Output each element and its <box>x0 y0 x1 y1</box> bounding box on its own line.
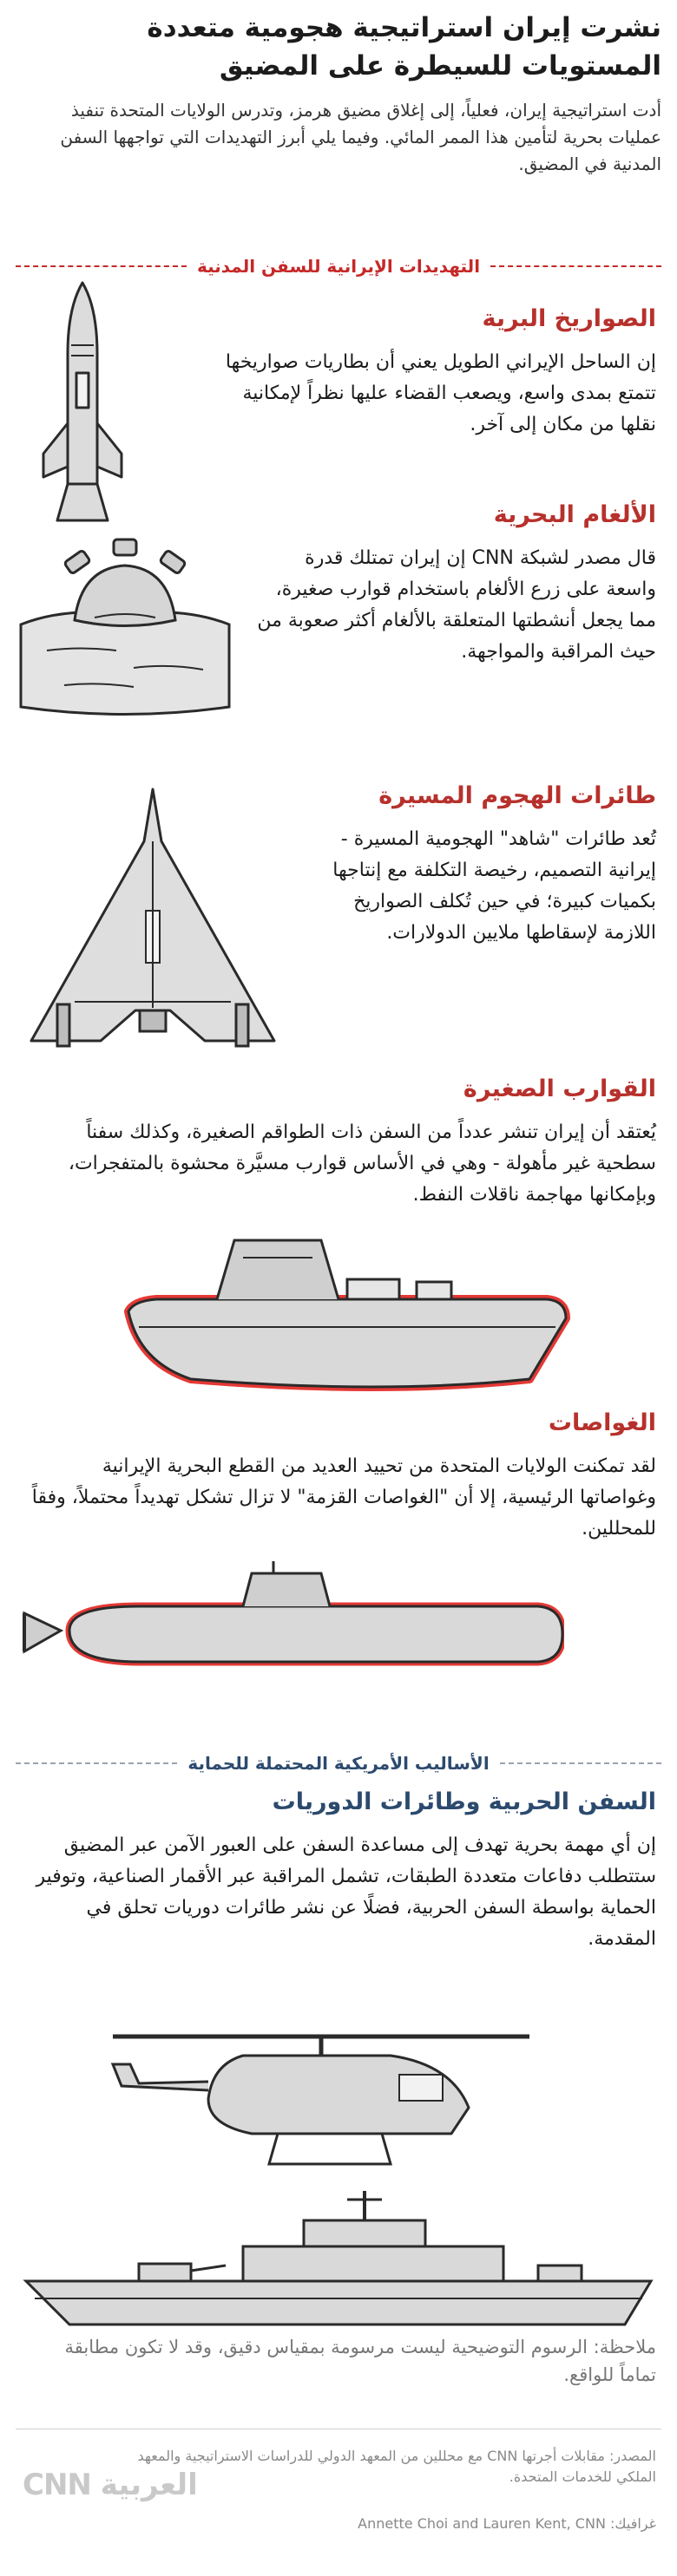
submarines-text: لقد تمكنت الولايات المتحدة من تحييد العديد من القطع البحرية الإيرانية وغواصاتها الرئيسية، إلا أن "الغواصات القزمة" لا تزال تشكل تهديداً محتملاً، وفقاً للمحللين. <box>31 1455 656 1540</box>
sources: المصدر: مقابلات أجرتها CNN مع محللين من المعهد الدولي للدراسات الاستراتيجية والمعهد الملكي للخدمات المتحدة. <box>137 2448 656 2485</box>
submarines-title: الغواصات <box>548 1409 656 1436</box>
divider <box>490 265 661 267</box>
submarine-icon <box>17 1561 564 1683</box>
missiles-text: إن الساحل الإيراني الطويل يعني أن بطاريات صواريخها تتمتع بمدى واسع، ويصعب القضاء عليها نظراً لإمكانية نقلها من مكان إلى آخر. <box>225 351 656 435</box>
divider <box>500 1762 661 1764</box>
speedboat-icon <box>122 1232 573 1396</box>
cnn-arabic-logo: CNN العربية <box>23 2468 198 2502</box>
page-title: نشرت إيران استراتيجية هجومية متعددة المستويات للسيطرة على المضيق <box>147 12 661 82</box>
boats-title: القوارب الصغيرة <box>463 1076 656 1102</box>
mines-text: قال مصدر لشبكة CNN إن إيران تمتلك قدرة واسعة على زرع الألغام باستخدام قوارب صغيرة، مما يجعل أنشطتها المتعلقة بالألغام أكثر صعوبة من حيث المراقبة والمواجهة. <box>257 547 656 663</box>
helicopter-icon <box>104 2012 538 2177</box>
boats-text: يُعتقد أن إيران تنشر عدداً من السفن ذات الطواقم الصغيرة، وكذلك سفناً سطحية غير مأهولة - وهي في الأساس قوارب مسيَّرة محشوة بالمتفجرات، وبإمكانها مهاجمة ناقلات النفط. <box>68 1121 656 1206</box>
threats-section-label: التهديدات الإيرانية للسفن المدنية <box>196 256 481 277</box>
warship-icon <box>17 2186 660 2333</box>
protection-text: إن أي مهمة بحرية تهدف إلى مساعدة السفن على العبور الآمن عبر المضيق ستتطلب دفاعات متعددة الطبقات، تشمل المراقبة عبر الأقمار الصناعية، وتوفير الحماية بواسطة السفن الحربية، فضلًا عن نشر طائرات دوريات تحلق في المقدمة. <box>36 1834 656 1950</box>
protection-section-label: الأساليب الأمريكية المحتملة للحماية <box>187 1753 490 1774</box>
drones-title: طائرات الهجوم المسيرة <box>378 782 656 809</box>
mines-title: الألغام البحرية <box>493 501 656 528</box>
protection-title: السفن الحربية وطائرات الدوريات <box>272 1788 656 1815</box>
divider <box>16 265 187 267</box>
protection-section-header <box>16 1750 661 1776</box>
drones-text: تُعد طائرات "شاهد" الهجومية المسيرة - إيرانية التصميم، رخيصة التكلفة مع إنتاجها بكميات كبيرة؛ في حين تُكلف الصواريخ اللازمة لإسقاطها ملايين الدولارات. <box>332 828 656 944</box>
shahed-drone-icon <box>23 781 283 1067</box>
missiles-title: الصواريخ البرية <box>482 305 656 332</box>
intro-paragraph: أدت استراتيجية إيران، فعلياً، إلى إغلاق مضيق هرمز، وتدرس الولايات المتحدة تنفيذ عمليات بحرية لتأمين هذا الممر المائي. وفيما يلي أبرز التهديدات التي تواجهها السفن المدنية في المضيق. <box>60 100 661 174</box>
illustration-note: ملاحظة: الرسوم التوضيحية ليست مرسومة بمقياس دقيق، وقد لا تكون مطابقة تماماً للواقع. <box>64 2337 656 2385</box>
missile-icon <box>26 276 139 536</box>
naval-mine-icon <box>12 520 238 720</box>
divider <box>16 1762 177 1764</box>
graphic-credit: غرافيك: Annette Choi and Lauren Kent, CNN <box>358 2515 656 2532</box>
